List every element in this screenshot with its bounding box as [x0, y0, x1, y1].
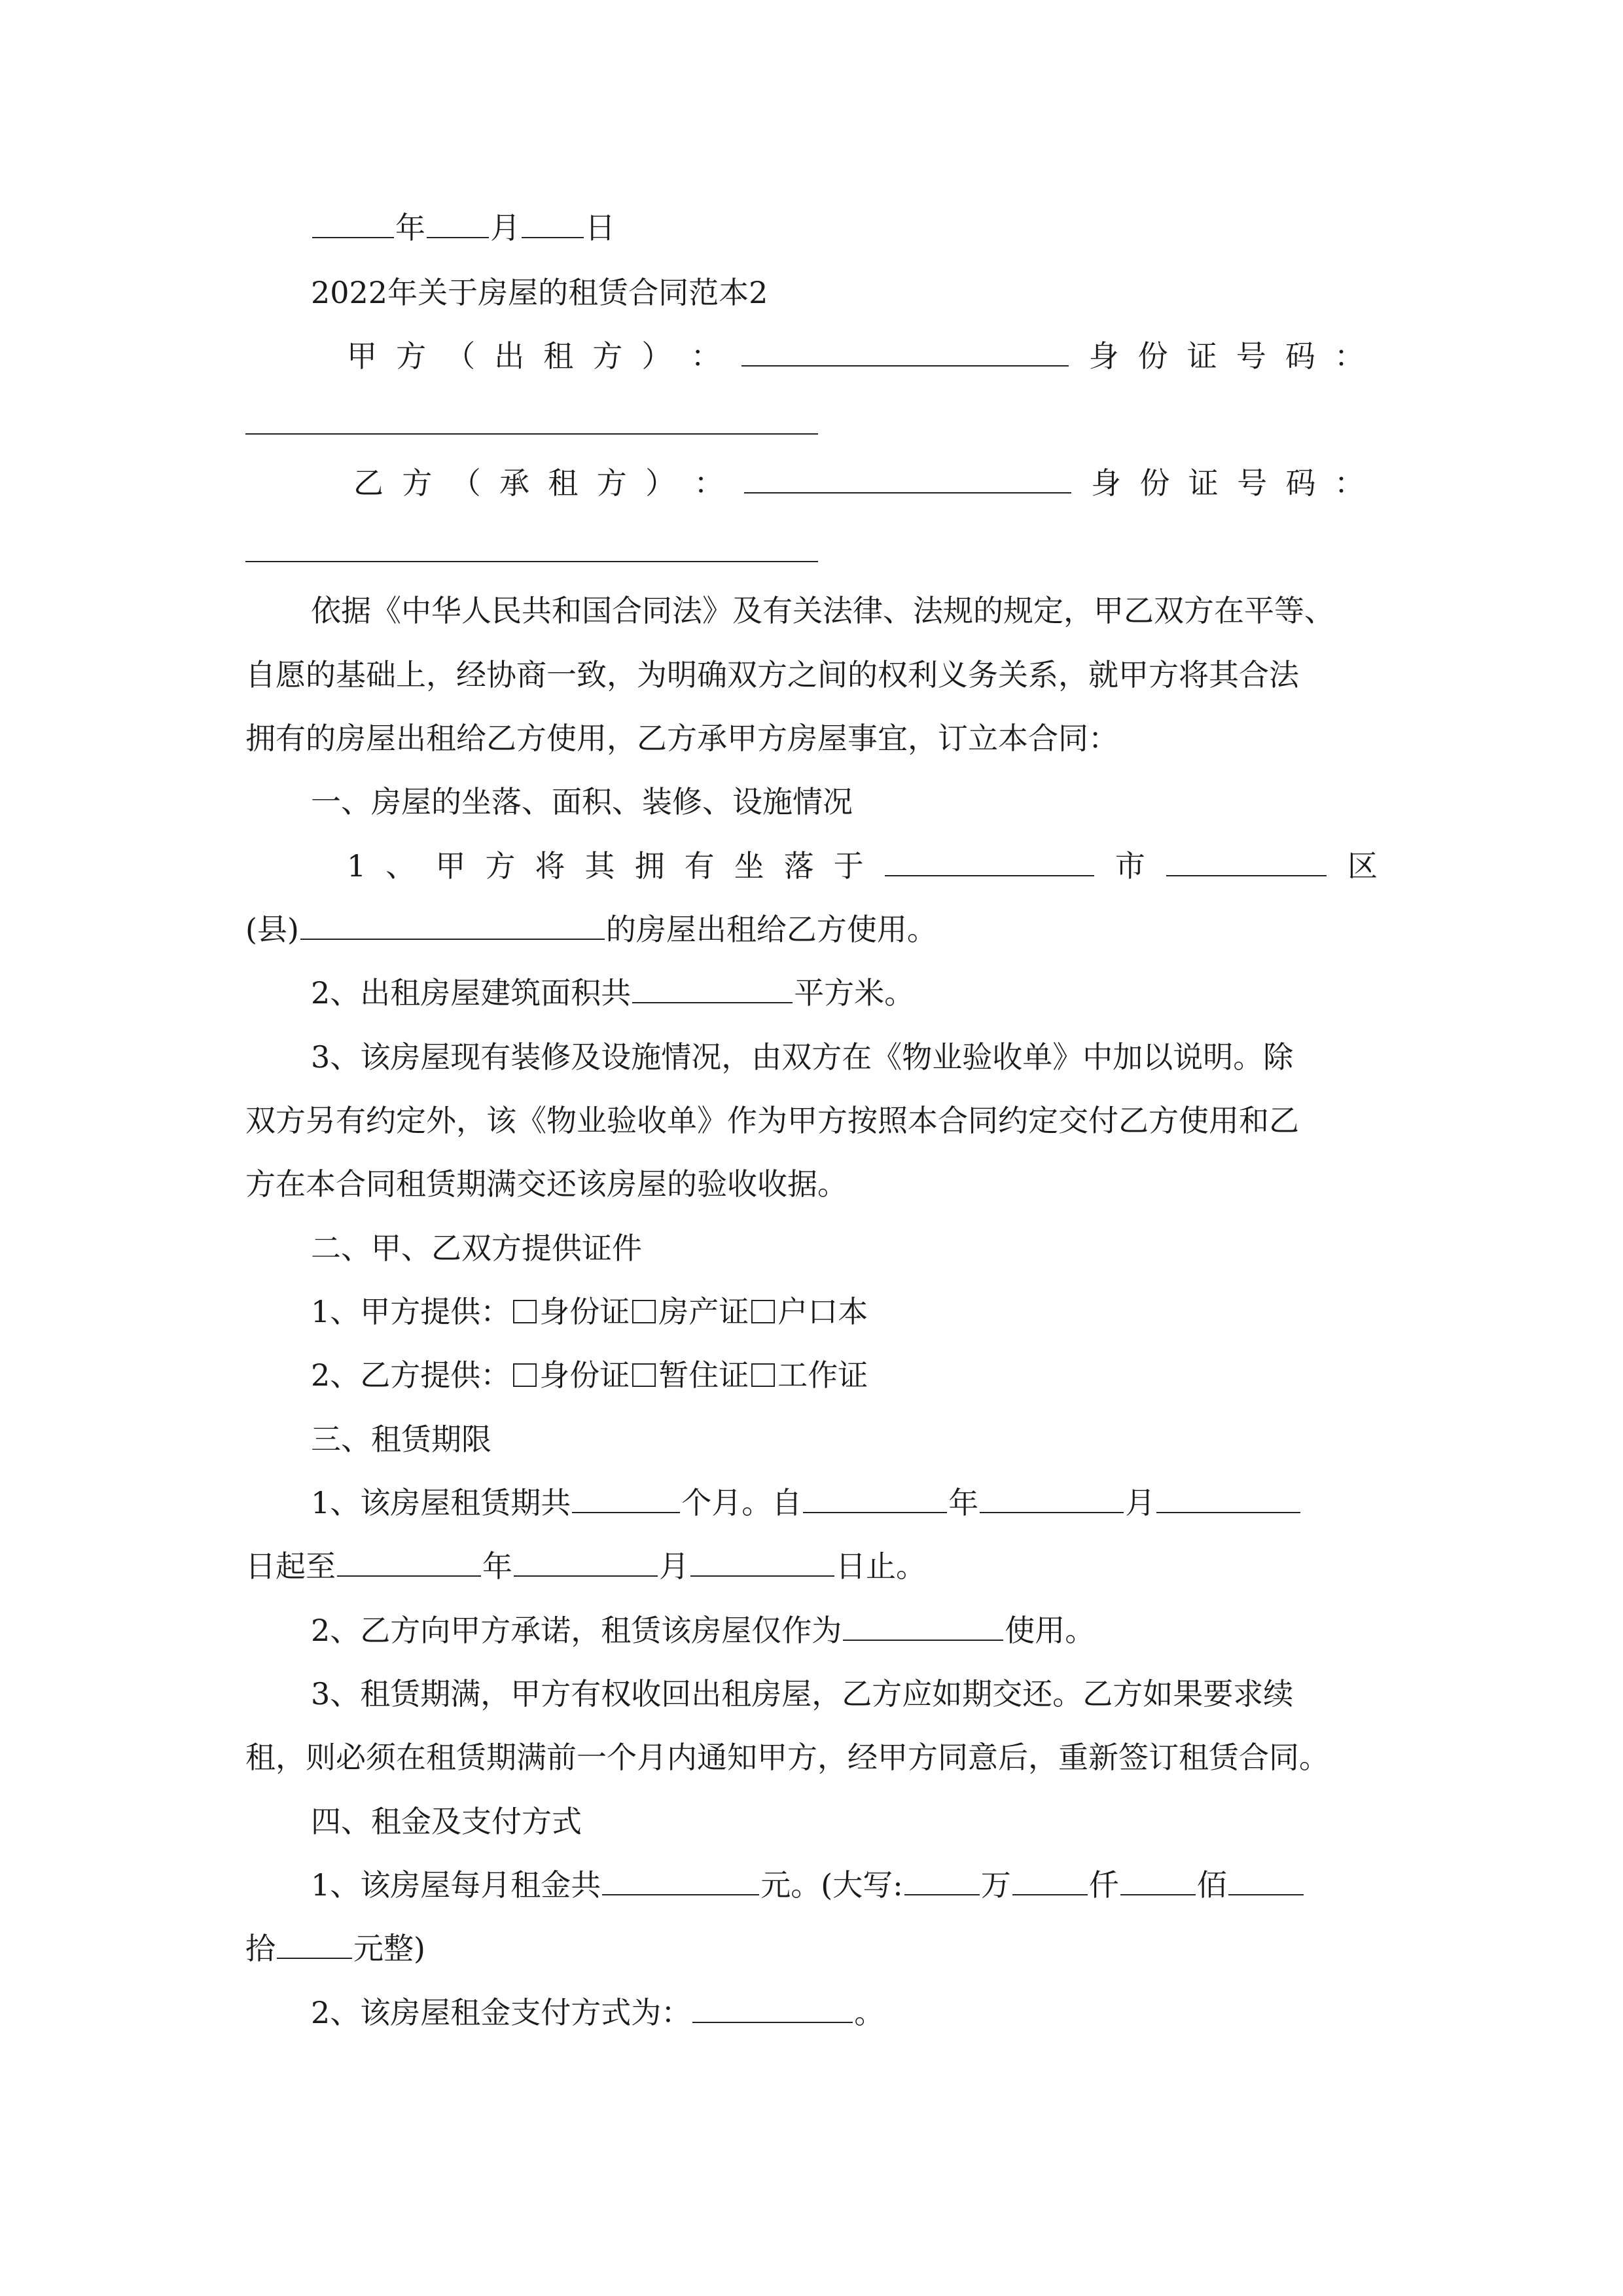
start-month-blank[interactable] [980, 1483, 1124, 1513]
text-segment: 、 [385, 848, 416, 884]
party-a-id-4: 码 [1285, 338, 1315, 374]
text-segment: 方 [402, 465, 433, 501]
party-a-label-3: 出 [494, 338, 525, 374]
district-blank[interactable] [1166, 846, 1327, 876]
text-segment: 2、乙方向甲方承诺，租赁该房屋仅作为 [311, 1613, 842, 1648]
party-b-name-blank[interactable] [744, 463, 1071, 493]
section-4-heading: 四、租金及支付方式 [311, 1804, 582, 1839]
section-3-item-1-cont [245, 1547, 1378, 1586]
text-segment: 房产证 [658, 1294, 749, 1329]
section-3-item-2 [311, 1611, 1378, 1650]
text-segment: 户口本 [777, 1294, 868, 1329]
text-segment: 其 [584, 848, 615, 884]
party-a-label-2: （ [445, 338, 476, 374]
checkbox-id-card-a[interactable] [513, 1300, 537, 1323]
section-1-item-3-line-3: 方在本合同租赁期满交还该房屋的验收收据。 [245, 1166, 847, 1202]
end-month-blank[interactable] [514, 1547, 658, 1577]
text-segment: 将 [535, 848, 565, 884]
end-year-blank[interactable] [337, 1547, 481, 1577]
text-segment [522, 208, 584, 238]
party-a-id-1: 份 [1137, 338, 1168, 374]
checkbox-property-cert[interactable] [632, 1300, 656, 1323]
party-a-line [347, 336, 1364, 376]
months-blank[interactable] [572, 1483, 680, 1513]
text-segment: 甲 [435, 848, 466, 884]
text-segment: 1、该房屋每月租金共 [311, 1867, 601, 1903]
text-segment: 元整) [353, 1931, 425, 1966]
text-segment: 坐 [734, 848, 764, 884]
section-3-item-3-line-1: 3、租赁期满，甲方有权收回出租房屋，乙方应如期交还。乙方如果要求续 [311, 1676, 1294, 1712]
city-blank[interactable] [885, 846, 1094, 876]
text-segment: ： [694, 465, 724, 501]
section-2-heading: 二、甲、乙双方提供证件 [311, 1230, 642, 1266]
section-2-item-1 [311, 1292, 1378, 1331]
section-1-item-1 [347, 846, 1378, 886]
section-4-item-2 [311, 1993, 1378, 2032]
text-segment: ： [1334, 465, 1364, 501]
shi-blank[interactable] [1228, 1865, 1304, 1895]
text-segment: 日止。 [836, 1549, 926, 1584]
qian-blank[interactable] [1012, 1865, 1088, 1895]
text-segment: 身 [1091, 465, 1122, 501]
text-segment: 乙 [353, 465, 383, 501]
text-segment: 码 [1285, 465, 1316, 501]
section-1-item-2 [311, 973, 1378, 1013]
county-blank[interactable] [300, 910, 605, 940]
text-segment: 承 [499, 465, 530, 501]
payment-method-blank[interactable] [692, 1993, 853, 2023]
wan-blank[interactable] [904, 1865, 980, 1895]
text-segment: 2、该房屋租金支付方式为： [311, 1995, 692, 2030]
text-segment: 1、甲方提供： [311, 1294, 511, 1329]
party-a-id-5: ： [1334, 338, 1364, 374]
text-segment: 方 [485, 848, 516, 884]
area-blank[interactable] [632, 973, 793, 1003]
date-line [311, 208, 1443, 247]
text-segment [427, 208, 489, 238]
text-segment: 使用。 [1005, 1613, 1096, 1648]
party-a-name-blank[interactable] [741, 336, 1069, 367]
text-segment: 2、出租房屋建筑面积共 [311, 975, 632, 1011]
party-a-id-3: 号 [1236, 338, 1266, 374]
section-3-item-1 [311, 1483, 1378, 1522]
party-a-label-6: ） [641, 338, 672, 374]
checkbox-id-card-b[interactable] [513, 1363, 537, 1387]
text-segment: 仟 [1088, 1867, 1119, 1903]
text-segment: 号 [1237, 465, 1268, 501]
text-segment: 有 [684, 848, 715, 884]
text-segment: 落 [783, 848, 814, 884]
party-a-label-7: ： [690, 338, 721, 374]
section-3-item-3-line-2: 租，则必须在租赁期满前一个月内通知甲方，经甲方同意后，重新签订租赁合同。 [245, 1740, 1329, 1775]
section-4-item-1 [311, 1865, 1378, 1905]
party-a-id-0: 身 [1088, 338, 1119, 374]
text-segment: 日 [585, 210, 615, 245]
section-1-heading: 一、房屋的坐落、面积、装修、设施情况 [311, 784, 853, 819]
text-segment: 个月。自 [681, 1485, 802, 1520]
section-4-item-1-cont [245, 1929, 1378, 1968]
text-segment: 的房屋出租给乙方使用。 [605, 912, 937, 947]
party-a-label-0: 甲 [347, 338, 377, 374]
start-day-blank[interactable] [1156, 1483, 1300, 1513]
party-a-label-4: 租 [543, 338, 574, 374]
preamble-line-1: 依据《中华人民共和国合同法》及有关法律、法规的规定，甲乙双方在平等、 [311, 593, 1334, 628]
section-1-item-3-line-2: 双方另有约定外，该《物业验收单》作为甲方按照本合同约定交付乙方使用和乙 [245, 1103, 1299, 1138]
text-segment: 年 [395, 210, 425, 245]
text-segment [312, 208, 394, 238]
text-segment: 元。(大写: [760, 1867, 903, 1903]
bai-blank[interactable] [1120, 1865, 1196, 1895]
text-segment: 佰 [1196, 1867, 1227, 1903]
text-segment: 证 [1188, 465, 1219, 501]
text-segment: 1、该房屋租赁期共 [311, 1485, 571, 1520]
preamble-line-3: 拥有的房屋出租给乙方使用，乙方承甲方房屋事宜，订立本合同： [245, 721, 1118, 756]
text-segment: 区 [1347, 848, 1378, 884]
party-a-id-2: 证 [1186, 338, 1217, 374]
text-segment: 市 [1115, 848, 1145, 884]
party-b-line [353, 463, 1364, 503]
preamble-line-2: 自愿的基础上，经协商一致，为明确双方之间的权利义务关系，就甲方将其合法 [245, 657, 1299, 692]
document-title: 2022年关于房屋的租赁合同范本2 [311, 275, 768, 310]
text-segment: 身份证 [539, 1294, 630, 1329]
usage-blank[interactable] [843, 1611, 1003, 1641]
text-segment: 2、乙方提供： [311, 1357, 511, 1393]
text-segment: 于 [833, 848, 864, 884]
checkbox-household-register[interactable] [751, 1300, 775, 1323]
section-1-item-3-line-1: 3、该房屋现有装修及设施情况，由双方在《物业验收单》中加以说明。除 [311, 1039, 1294, 1075]
text-segment: 拾 [245, 1931, 276, 1966]
text-segment: 。 [854, 1995, 885, 2030]
end-day-blank[interactable] [690, 1547, 834, 1577]
text-segment: 万 [980, 1867, 1011, 1903]
start-year-blank[interactable] [803, 1483, 947, 1513]
party-a-id-blank[interactable] [245, 433, 818, 435]
text-segment: ） [645, 465, 676, 501]
text-segment: 拥 [634, 848, 665, 884]
text-segment: 月 [1125, 1485, 1156, 1520]
party-a-label-1: 方 [396, 338, 427, 374]
text-segment: 月 [490, 210, 520, 245]
text-segment: 年 [482, 1549, 512, 1584]
party-a-label-5: 方 [592, 338, 623, 374]
text-segment: （ [450, 465, 481, 501]
section-2-item-2 [311, 1355, 1378, 1395]
text-segment: 租 [548, 465, 579, 501]
text-segment: 份 [1139, 465, 1170, 501]
yuan-blank[interactable] [277, 1929, 352, 1959]
section-3-heading: 三、租赁期限 [311, 1422, 491, 1457]
text-segment: 平方米。 [794, 975, 915, 1011]
text-segment: 工作证 [777, 1357, 868, 1393]
text-segment: 日起至 [245, 1549, 336, 1584]
text-segment: 方 [596, 465, 627, 501]
text-segment: 身份证 [539, 1357, 630, 1393]
text-segment: 月 [659, 1549, 689, 1584]
text-segment: (县) [245, 912, 299, 947]
text-segment: 年 [948, 1485, 979, 1520]
text-segment: 1 [347, 848, 366, 884]
section-1-item-1-cont [245, 910, 1378, 949]
rent-amount-blank[interactable] [602, 1865, 759, 1895]
checkbox-residence-permit[interactable] [632, 1363, 656, 1387]
party-b-id-blank[interactable] [245, 561, 818, 562]
checkbox-work-permit[interactable] [751, 1363, 775, 1387]
text-segment: 暂住证 [658, 1357, 749, 1393]
